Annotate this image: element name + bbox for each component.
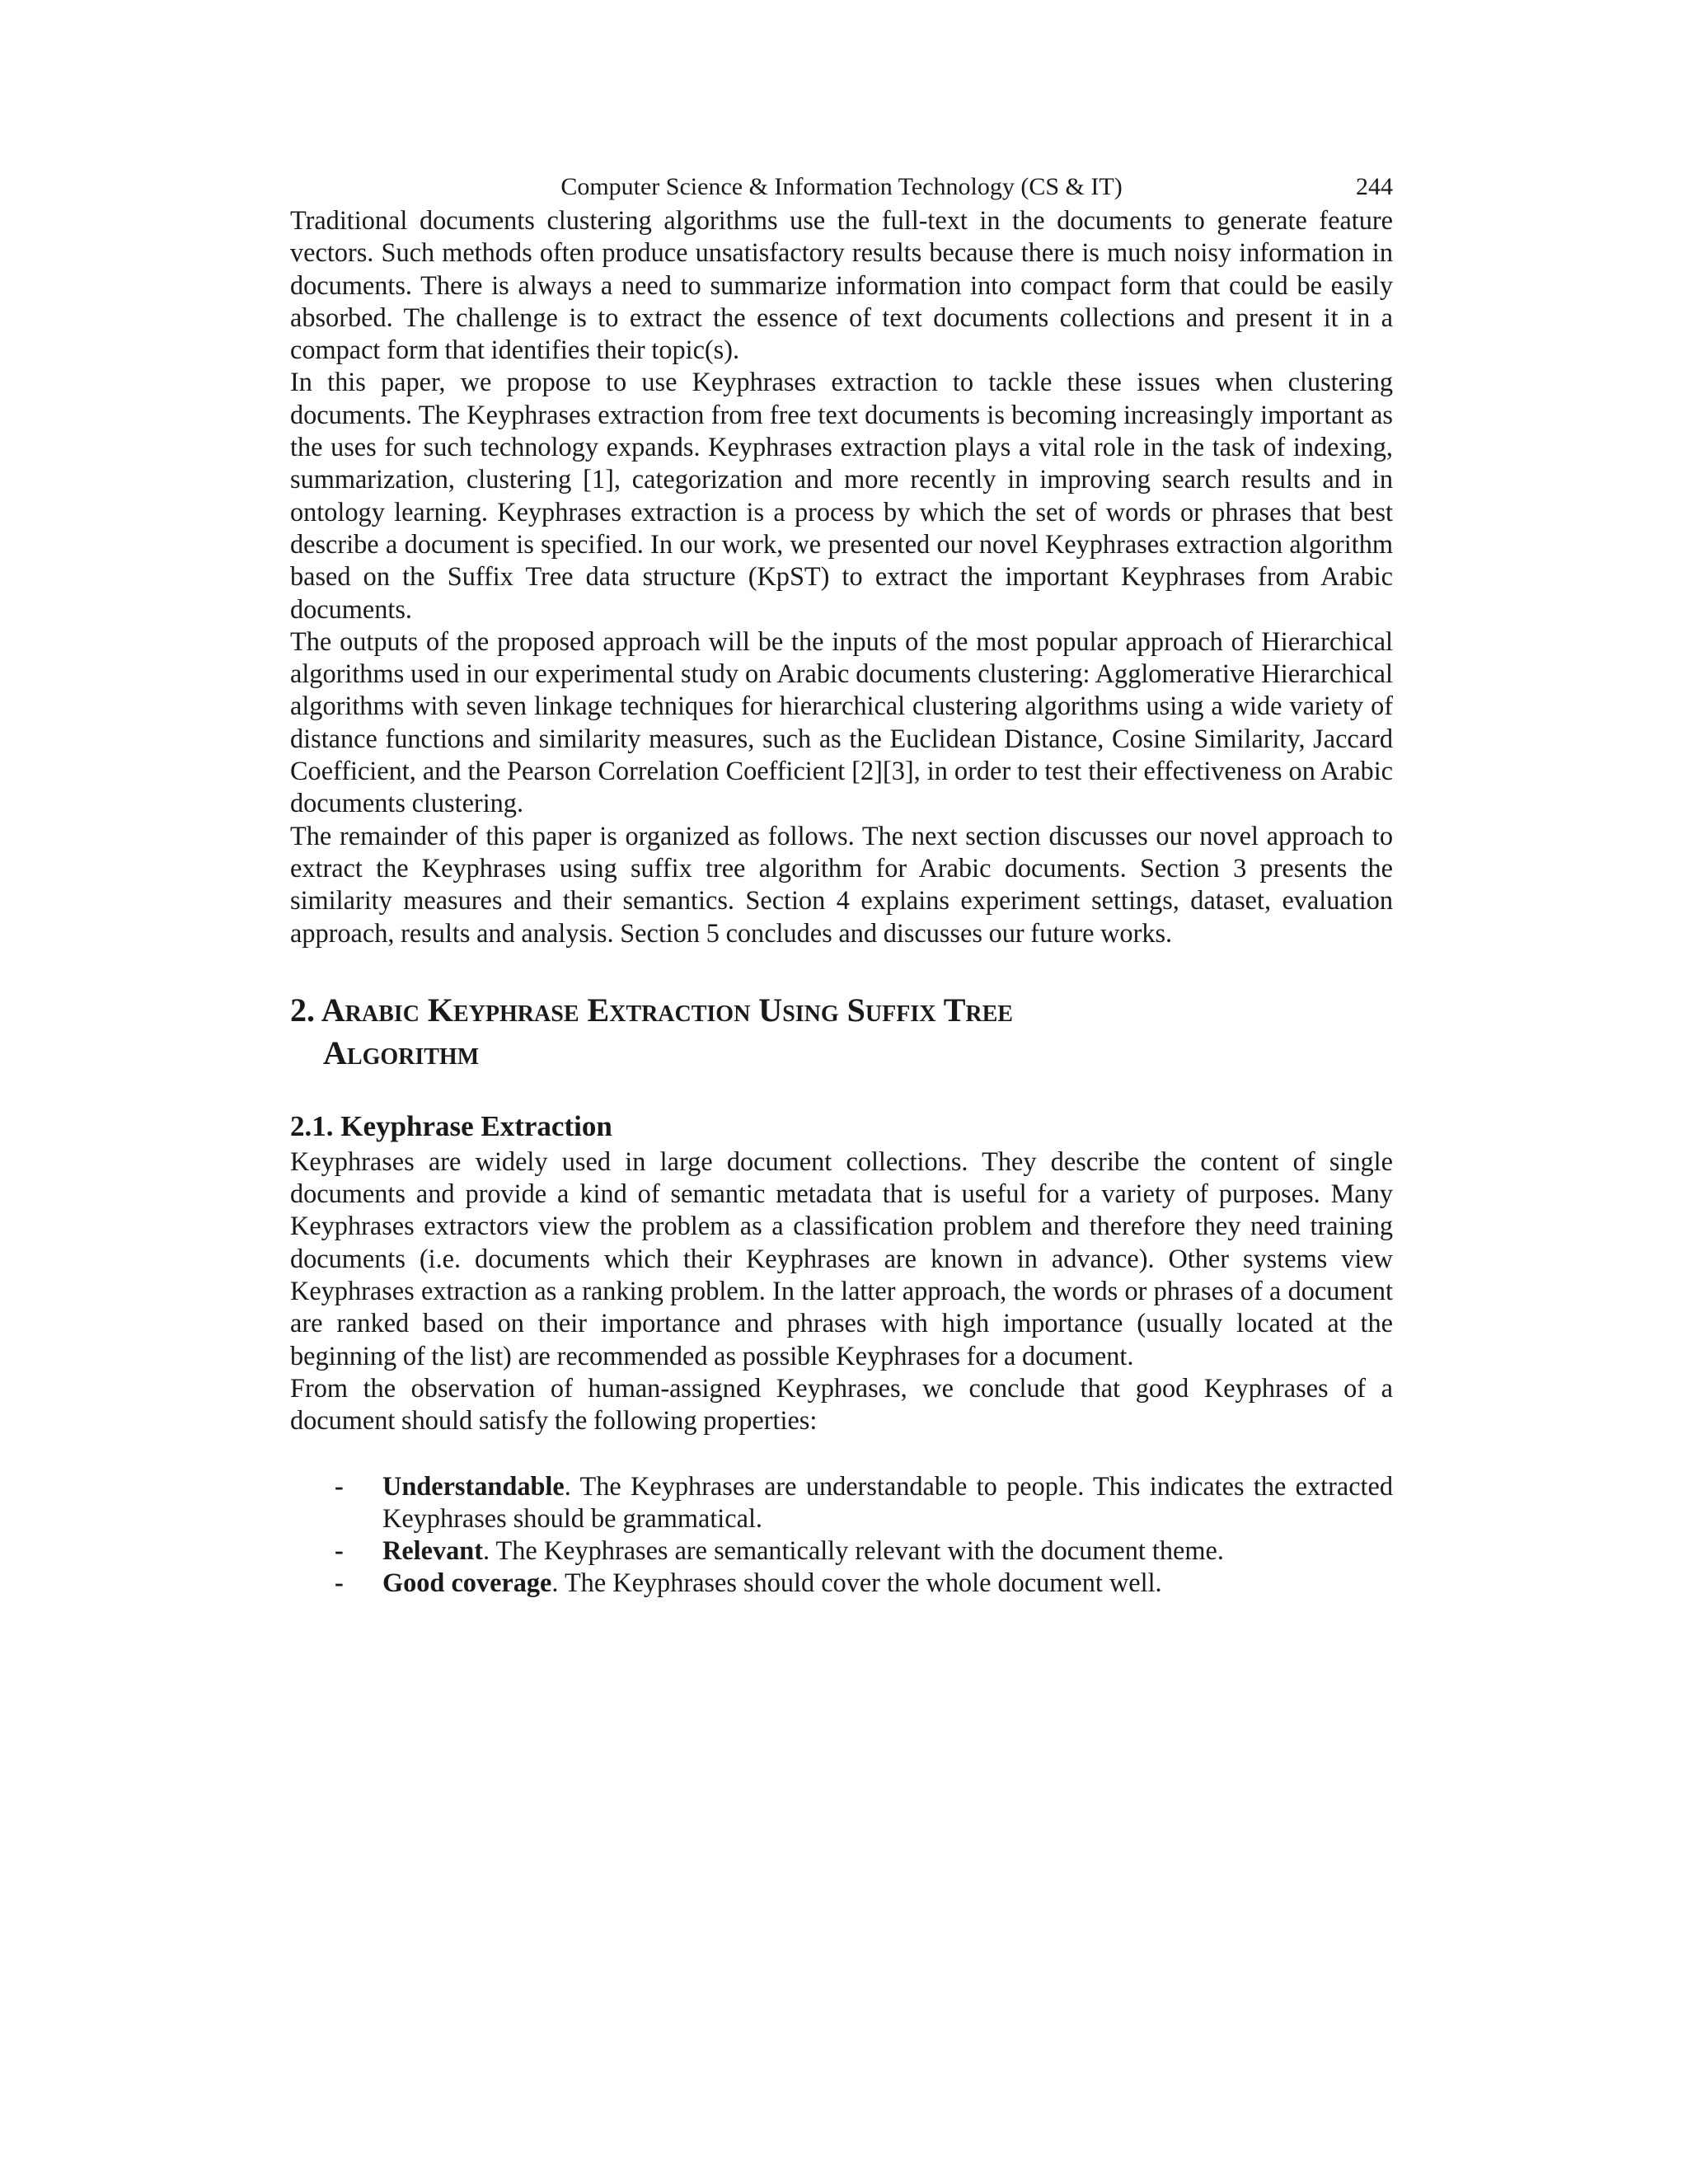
property-text: . The Keyphrases are semantically relevant with the document theme. [482,1535,1224,1566]
list-bullet: - [335,1470,344,1501]
running-title: Computer Science & Information Technology (CS & IT) [560,173,1123,200]
list-bullet: - [335,1535,344,1566]
intro-paragraph-4: The remainder of this paper is organized as follows. The next section discusses our novel approach to extract the Keyphrases using suffix tree algorithm for Arabic documents. Section 3 presents the similarity measures and their semantics. Section 4 explains experiment settings, dataset, evaluation approach, results and analysis. Section 5 concludes and discusses our future works. [290,820,1393,948]
section-heading [290,989,1393,1075]
property-term: Good coverage [382,1568,552,1598]
section-heading-line1: 2. Arabic Keyphrase Extraction Using Suffix Tree [290,991,1013,1029]
paper-page [290,170,1393,1600]
subsection-paragraph-1: Keyphrases are widely used in large document collections. They describe the content of single documents and provide a kind of semantic metadata that is useful for a variety of purposes. Many Keyphrases extractors view the problem as a classification problem and therefore they need training documents (i.e. documents which their Keyphrases are known in advance). Other systems view Keyphrases extraction as a ranking problem. In the latter approach, the words or phrases of a document are ranked based on their importance and phrases with high importance (usually located at the beginning of the list) are recommended as possible Keyphrases for a document. [290,1146,1393,1371]
property-text: . The Keyphrases should cover the whole document well. [551,1568,1162,1598]
subsection-heading: 2.1. Keyphrase Extraction [290,1109,612,1142]
property-text: . The Keyphrases are understandable to people. This indicates the extracted Keyphrases should be grammatical. [382,1470,1393,1533]
intro-paragraph-3: The outputs of the proposed approach will be the inputs of the most popular approach of Hierarchical algorithms used in our experimental study on Arabic documents clustering: Agglomerative Hierarchical algorithms with seven linkage techniques for hierarchical clustering algorithms using a wide variety of distance functions and similarity measures, such as the Euclidean Distance, Cosine Similarity, Jaccard Coefficient, and the Pearson Correlation Coefficient [2][3], in order to test their effectiveness on Arabic documents clustering. [290,626,1393,818]
subsection-paragraph-2: From the observation of human-assigned Keyphrases, we conclude that good Keyphrases of a document should satisfy the following properties: [290,1372,1393,1436]
intro-paragraph-2: In this paper, we propose to use Keyphrases extraction to tackle these issues when clustering documents. The Keyphrases extraction from free text documents is becoming increasingly important as the uses for such technology expands. Keyphrases extraction plays a vital role in the task of indexing, summarization, clustering [1], categorization and more recently in improving search results and in ontology learning. Keyphrases extraction is a process by which the set of words or phrases that best describe a document is specified. In our work, we presented our novel Keyphrases extraction algorithm based on the Suffix Tree data structure (KpST) to extract the important Keyphrases from Arabic documents. [290,367,1393,624]
list-bullet: - [335,1568,344,1598]
page-number: 244 [1356,173,1393,200]
intro-paragraph-1: Traditional documents clustering algorithms use the full-text in the documents to generate feature vectors. Such methods often produce unsatisfactory results because there is much noisy information in documents. There is always a need to summarize information into compact form that could be easily absorbed. The challenge is to extract the essence of text documents collections and present it in a compact form that identifies their topic(s). [290,205,1393,365]
section-heading-line2: Algorithm [323,1033,480,1071]
running-header [290,170,1393,204]
property-term: Understandable [382,1470,565,1501]
list-item [290,1470,1393,1535]
property-term: Relevant [382,1535,483,1566]
list-item [290,1535,1393,1567]
list-item [290,1567,1393,1599]
properties-list [290,1470,1393,1600]
